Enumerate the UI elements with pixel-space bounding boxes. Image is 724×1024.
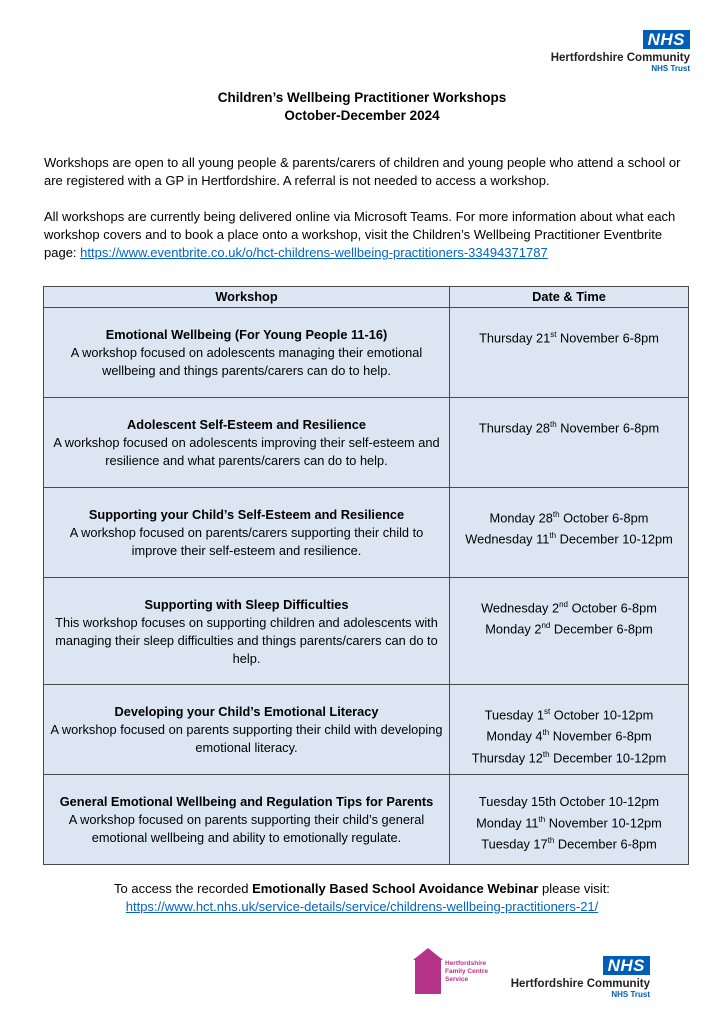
workshop-cell: [44, 685, 450, 775]
workshop-table: [43, 286, 689, 865]
date-ordinal: th: [549, 531, 557, 541]
workshop-cell: [44, 398, 450, 488]
footer-post: please visit:: [538, 881, 610, 896]
date-cell: [450, 308, 689, 398]
table-row: [44, 398, 689, 488]
date-pre: Tuesday 15th October 10-12pm: [478, 794, 660, 809]
table-row: [44, 685, 689, 775]
date-line: [456, 416, 682, 437]
date-ordinal: th: [542, 749, 550, 759]
intro-paragraph-2-text: All workshops are currently being delivered online via Microsoft Teams. For more information about what each workshop covers and to book a place onto a workshop, visit the Children’s Wellbeing Practitioner Eventbrite page:: [44, 209, 676, 260]
webinar-name: Emotionally Based School Avoidance Webinar: [252, 881, 539, 896]
workshop-description: A workshop focused on parents/carers supporting their child to improve their self-esteem and resilience.: [69, 525, 424, 558]
date-ordinal: th: [538, 815, 546, 824]
date-post: October 10-12pm: [550, 707, 654, 723]
workshop-description: A workshop focused on adolescents managing their emotional wellbeing and things parents/carers can do to help.: [70, 345, 423, 378]
date-ordinal: th: [550, 420, 557, 429]
date-ordinal: th: [552, 510, 560, 519]
nhs-logo-footer: [510, 956, 650, 999]
date-post: October 6-8pm: [559, 510, 649, 526]
footer-note: [0, 880, 724, 916]
table-row: [44, 775, 689, 865]
date-ordinal: nd: [541, 621, 551, 631]
family-centre-logo-text: [445, 960, 488, 984]
date-post: November 6-8pm: [556, 420, 660, 436]
date-line: [456, 506, 682, 527]
date-pre: Tuesday 17: [481, 836, 548, 852]
date-pre: Thursday 12: [471, 749, 543, 765]
table-row: [44, 488, 689, 578]
date-line: [456, 746, 682, 767]
date-pre: Monday 11: [476, 815, 539, 831]
workshop-cell: [44, 578, 450, 685]
fc-line-1: Hertfordshire: [445, 960, 487, 967]
workshop-title: Supporting with Sleep Difficulties: [144, 597, 349, 612]
footer-logos: [415, 956, 655, 1000]
intro-paragraph-1: Workshops are open to all young people & parents/carers of children and young people who attend a school or are registered with a GP in Hertfordshire. A referral is not needed to access a workshop.: [44, 155, 681, 188]
table-row: [44, 578, 689, 685]
date-post: October 6-8pm: [568, 600, 657, 616]
date-line: [456, 326, 682, 347]
date-line: [456, 596, 682, 617]
date-line: [456, 793, 682, 811]
date-pre: Monday 4: [486, 728, 543, 744]
title-line-1: Children’s Wellbeing Practitioner Workshops: [217, 90, 507, 105]
date-cell: [450, 578, 689, 685]
date-line: [456, 527, 682, 548]
workshop-description: A workshop focused on adolescents improving their self-esteem and resilience and what parents/carers can do to help.: [53, 435, 440, 468]
header-date-time: Date & Time: [450, 287, 689, 308]
date-ordinal: nd: [559, 600, 569, 609]
date-cell: [450, 488, 689, 578]
workshop-title: Supporting your Child’s Self-Esteem and Resilience: [88, 507, 405, 522]
date-line: [456, 811, 682, 832]
date-cell: [450, 685, 689, 775]
org-name-footer: Hertfordshire Community: [510, 978, 650, 990]
date-post: November 10-12pm: [545, 815, 662, 831]
date-line: [456, 832, 682, 853]
date-pre: Wednesday 2: [481, 600, 560, 616]
date-post: December 10-12pm: [556, 531, 673, 547]
date-ordinal: st: [543, 707, 551, 716]
workshop-title: General Emotional Wellbeing and Regulation Tips for Parents: [59, 794, 434, 809]
date-pre: Thursday 21: [479, 330, 551, 346]
workshop-description: This workshop focuses on supporting children and adolescents with managing their sleep difficulties and things parents/carers can do to help.: [55, 615, 438, 666]
org-sub: NHS Trust: [651, 64, 690, 73]
date-line: [456, 724, 682, 745]
footer-line: [0, 880, 724, 898]
table-row: [44, 308, 689, 398]
date-post: November 6-8pm: [556, 330, 659, 346]
workshop-title: Adolescent Self-Esteem and Resilience: [127, 417, 366, 432]
date-pre: Tuesday 1: [484, 707, 544, 723]
org-name: Hertfordshire Community: [550, 52, 690, 64]
family-centre-logo-icon: [415, 958, 441, 994]
nhs-badge: NHS: [643, 30, 690, 49]
date-line: [456, 617, 682, 638]
date-post: December 10-12pm: [549, 749, 667, 765]
workshop-title: Emotional Wellbeing (For Young People 11-16): [105, 327, 388, 342]
date-cell: [450, 775, 689, 865]
date-pre: Wednesday 11: [465, 531, 550, 547]
fc-line-2: Family Centre: [445, 968, 488, 975]
date-ordinal: th: [542, 728, 550, 738]
footer-pre: To access the recorded: [114, 881, 253, 896]
header-workshop: Workshop: [44, 287, 450, 308]
page-title: [0, 89, 724, 125]
title-line-2: October-December 2024: [284, 108, 440, 123]
workshop-title: Developing your Child’s Emotional Literacy: [114, 704, 379, 719]
intro-paragraph-2: [44, 208, 684, 262]
date-line: [456, 703, 682, 724]
fc-line-3: Service: [445, 976, 469, 983]
nhs-logo-header: [551, 30, 690, 73]
webinar-link[interactable]: https://www.hct.nhs.uk/service-details/service/childrens-wellbeing-practitioners-21/: [125, 899, 599, 914]
workshop-cell: [44, 488, 450, 578]
workshop-cell: [44, 308, 450, 398]
table-header-row: [44, 287, 689, 308]
workshop-description: A workshop focused on parents supporting their child with developing emotional literacy.: [50, 722, 443, 755]
workshop-description: A workshop focused on parents supporting their child’s general emotional wellbeing and ability to emotionally regulate.: [68, 812, 425, 845]
date-cell: [450, 398, 689, 488]
date-post: December 6-8pm: [554, 836, 657, 852]
date-post: November 6-8pm: [549, 728, 652, 744]
date-pre: Thursday 28: [478, 420, 551, 436]
eventbrite-link[interactable]: https://www.eventbrite.co.uk/o/hct-childrens-wellbeing-practitioners-33494371787: [80, 245, 548, 260]
org-sub-footer: NHS Trust: [611, 990, 650, 999]
date-post: December 6-8pm: [550, 621, 653, 637]
date-pre: Monday 28: [489, 510, 553, 526]
nhs-badge-footer: NHS: [603, 956, 650, 975]
date-pre: Monday 2: [485, 621, 542, 637]
workshop-cell: [44, 775, 450, 865]
date-ordinal: st: [550, 330, 557, 339]
date-ordinal: th: [547, 836, 555, 846]
